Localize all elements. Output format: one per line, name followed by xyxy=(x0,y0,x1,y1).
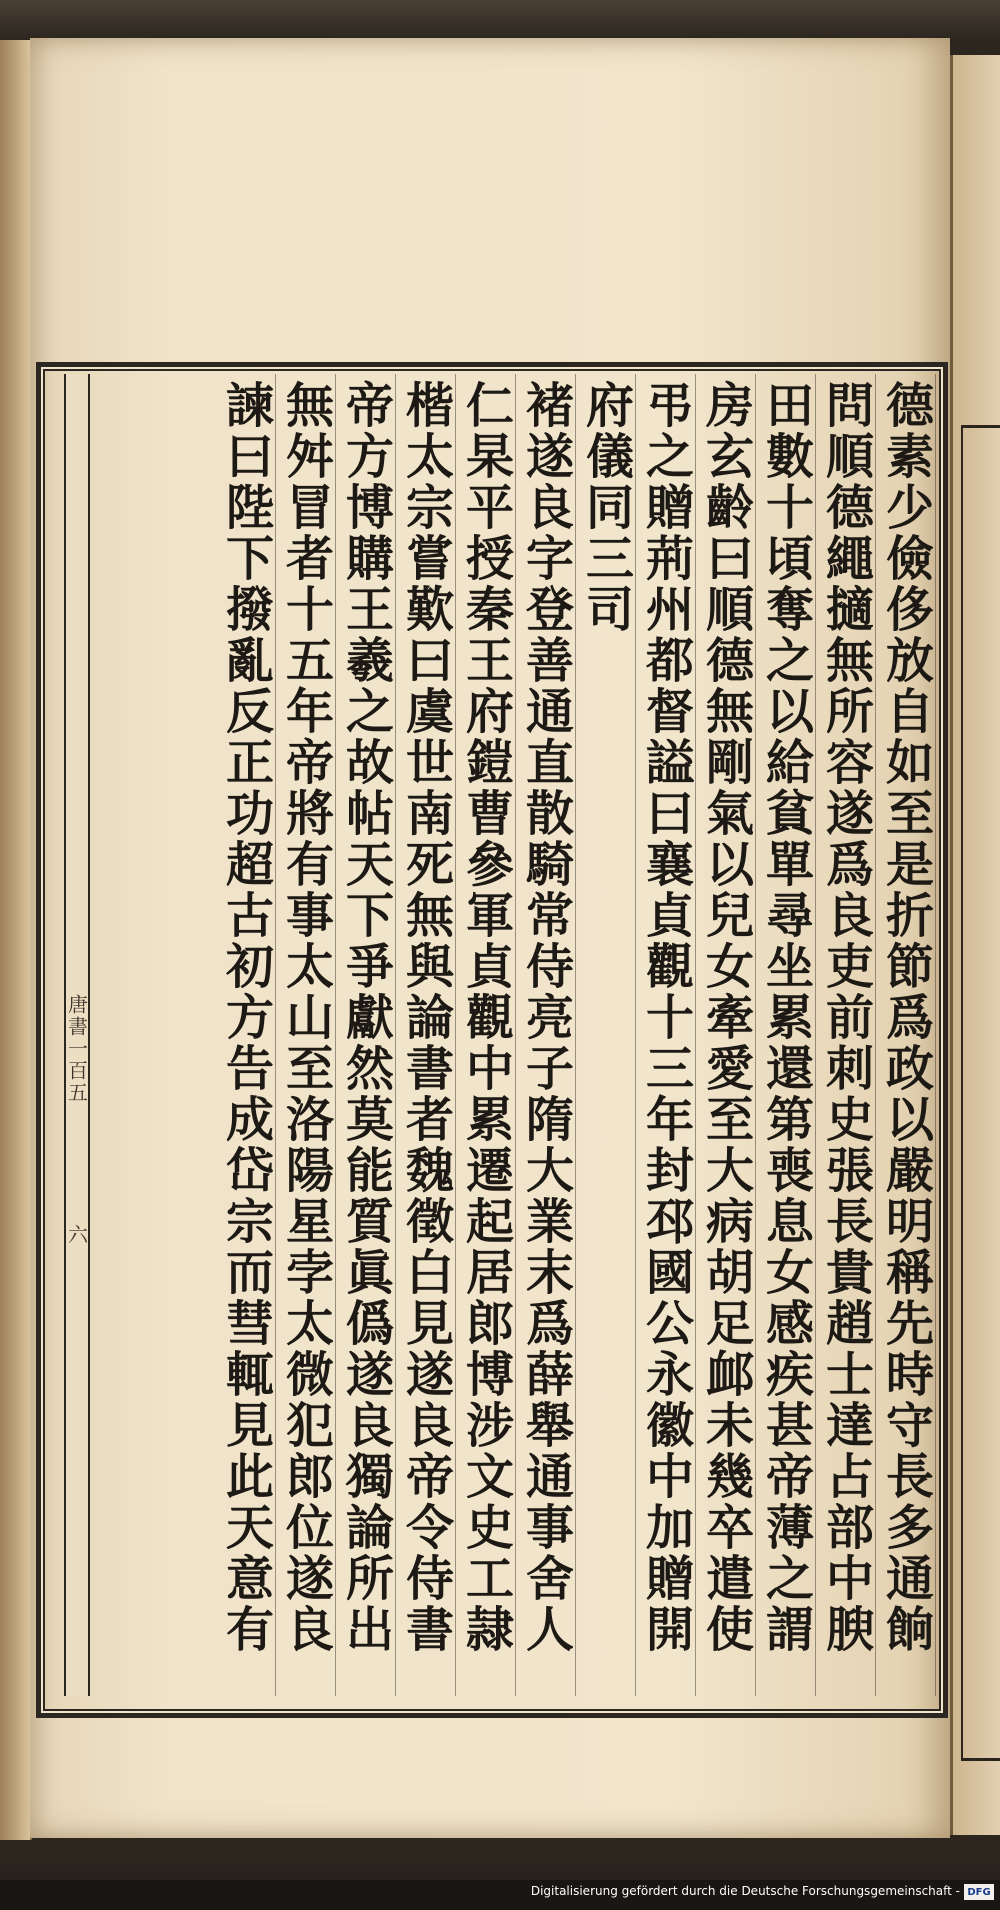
fold-margin xyxy=(64,374,90,1696)
next-page-fragment xyxy=(961,425,1000,1761)
column-text: 帝方博購王羲之故帖天下爭獻然莫能質眞僞遂良獨論所出 xyxy=(337,380,394,1655)
text-column-10 xyxy=(336,374,396,1696)
fold-title: 唐書一百五 xyxy=(64,994,89,1104)
column-text: 府儀同三司 xyxy=(577,380,634,635)
column-text: 褚遂良字登善通直散騎常侍亮子隋大業末爲薛舉通事舍人 xyxy=(517,380,574,1655)
column-text: 無舛冒者十五年帝將有事太山至洛陽星孛太微犯郎位遂良 xyxy=(277,380,334,1655)
text-column-1 xyxy=(876,374,936,1696)
text-column-11 xyxy=(276,374,336,1696)
column-text: 弔之贈荊州都督謚曰襄貞觀十三年封邳國公永徽中加贈開 xyxy=(637,380,694,1655)
column-text: 房玄齡曰順德無剛氣以兒女牽愛至大病胡足䘏未幾卒遣使 xyxy=(697,380,754,1655)
text-column-6 xyxy=(576,374,636,1696)
text-column-7 xyxy=(516,374,576,1696)
fold-page-number: 六 xyxy=(64,1224,89,1244)
column-text: 德素少儉侈放自如至是折節爲政以嚴明稱先時守長多通餉 xyxy=(877,380,934,1655)
column-text: 問順德繩擿無所容遂爲良吏前刺史張長貴趙士達占部中腴 xyxy=(817,380,874,1655)
text-column-9 xyxy=(396,374,456,1696)
left-page-edge xyxy=(0,40,32,1840)
text-column-12 xyxy=(216,374,276,1696)
footer-bar xyxy=(0,1880,1000,1910)
column-text: 諫曰陛下撥亂反正功超古初方告成岱宗而彗輒見此天意有 xyxy=(217,380,274,1655)
text-column-2 xyxy=(816,374,876,1696)
right-page-edge xyxy=(950,55,1000,1835)
text-column-5 xyxy=(636,374,696,1696)
footer-credit: Digitalisierung gefördert durch die Deutsche Forschungsgemeinschaft - xyxy=(530,1884,960,1898)
text-column-3 xyxy=(756,374,816,1696)
column-text: 楷太宗嘗歎曰虞世南死無與論書者魏徵白見遂良帝令侍書 xyxy=(397,380,454,1655)
dfg-logo: DFG xyxy=(964,1884,994,1900)
column-text: 仁杲平授秦王府鎧曹參軍貞觀中累遷起居郎博涉文史工隷 xyxy=(457,380,514,1655)
column-text: 田數十頃奪之以給貧單尋坐累還第喪息女感疾甚帝薄之謂 xyxy=(757,380,814,1655)
text-column-8 xyxy=(456,374,516,1696)
text-column-4 xyxy=(696,374,756,1696)
